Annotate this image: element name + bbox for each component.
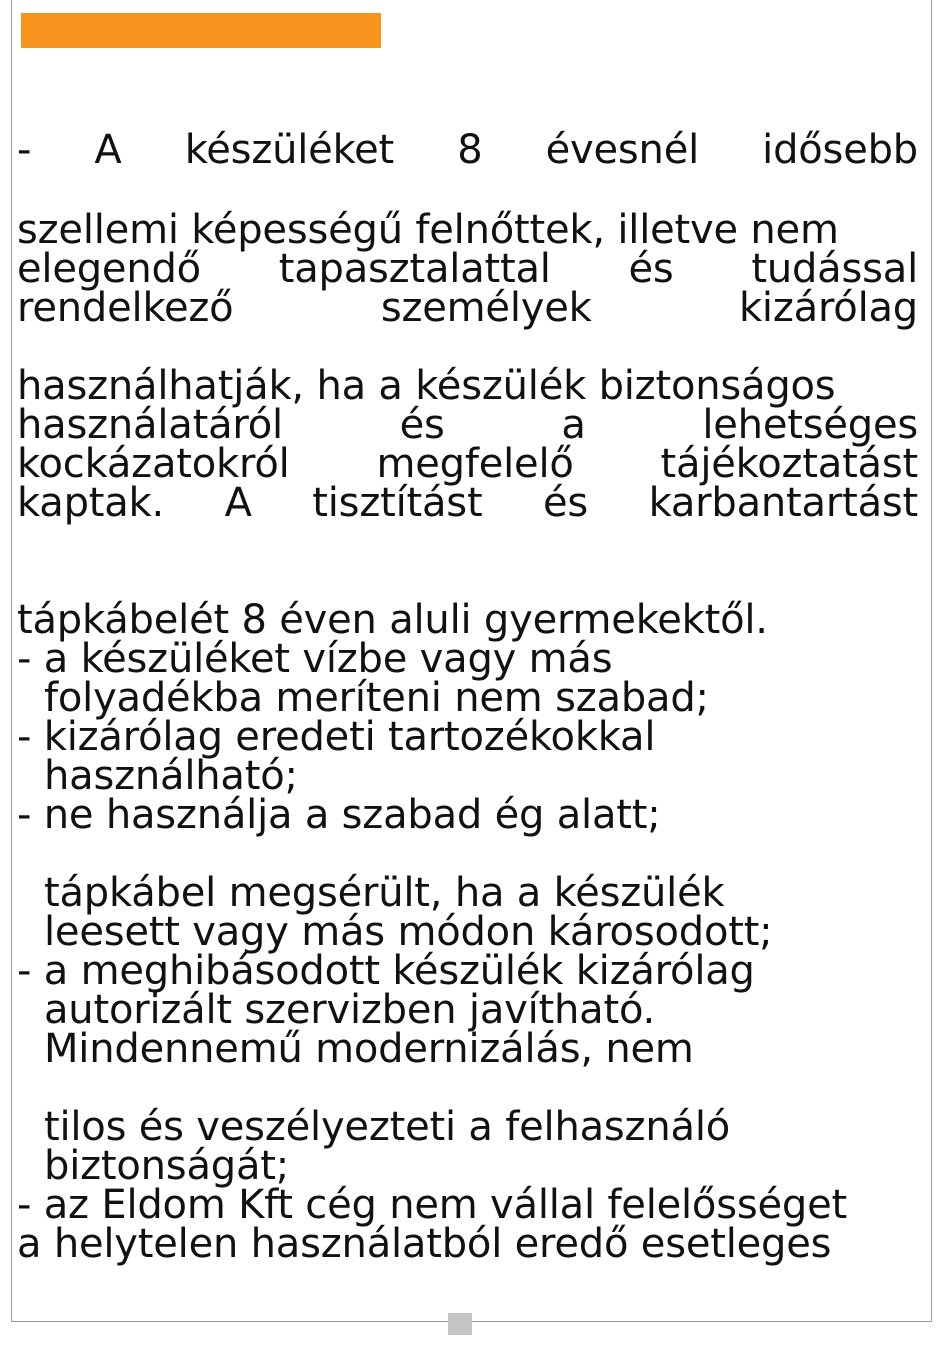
page-number-marker [448, 1313, 472, 1335]
text-line: biztonságát; [44, 1143, 290, 1189]
text-line: elegendő tapasztalattal és tudással [17, 246, 918, 292]
text-line: leesett vagy más módon károsodott; [44, 909, 773, 955]
text-line: - a meghibásodott készülék kizárólag [17, 948, 755, 994]
text-line: tilos és veszélyezteti a felhasználó [44, 1104, 731, 1150]
text-line: a helytelen használatból eredő esetleges [17, 1221, 832, 1267]
text-line: - A készüléket 8 évesnél idősebb [17, 127, 918, 173]
text-line: - ne használja a szabad ég alatt; [17, 792, 661, 838]
text-line: autorizált szervizben javítható. [44, 987, 656, 1033]
text-line: - a készüléket vízbe vagy más [17, 636, 613, 682]
text-line: rendelkező személyek kizárólag [17, 285, 918, 331]
text-line: tápkábelét 8 éven aluli gyermekektől. [17, 597, 768, 643]
text-line: Mindennemű modernizálás, nem [44, 1026, 694, 1072]
text-line: folyadékba meríteni nem szabad; [44, 675, 709, 721]
text-line: kaptak. A tisztítást és karbantartást [17, 480, 918, 526]
header-accent-bar [21, 13, 381, 48]
text-line: tápkábel megsérült, ha a készülék [44, 870, 725, 916]
text-line: szellemi képességű felnőttek, illetve nem [17, 207, 839, 253]
text-line: használatáról és a lehetséges [17, 402, 918, 448]
text-line: kockázatokról megfelelő tájékoztatást [17, 441, 918, 487]
text-line: használhatják, ha a készülék biztonságos [17, 363, 836, 409]
text-line: - az Eldom Kft cég nem vállal felelősséget [17, 1182, 847, 1228]
text-line: - kizárólag eredeti tartozékokkal [17, 714, 656, 760]
text-line: használható; [44, 753, 298, 799]
